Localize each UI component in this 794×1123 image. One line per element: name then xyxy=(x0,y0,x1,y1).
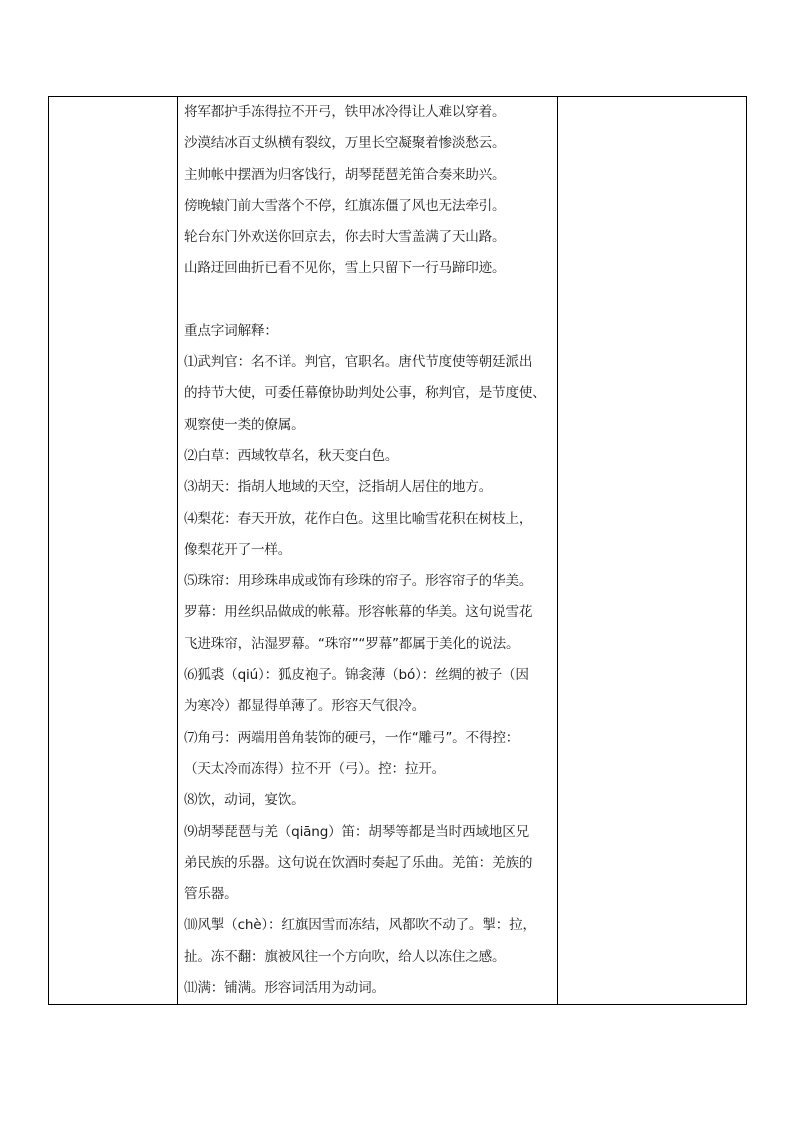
note-line: 为寒冷）都显得单薄了。形容天气很冷。 xyxy=(184,698,426,715)
content-cell xyxy=(178,97,558,1005)
note-line: 管乐器。 xyxy=(184,886,238,903)
translation-line: 山路迂回曲折已看不见你，雪上只留下一行马蹄印迹。 xyxy=(184,260,506,277)
translation-line: 将军都护手冻得拉不开弓，铁甲冰冷得让人难以穿着。 xyxy=(184,104,506,120)
note-line: 的持节大使，可委任幕僚协助判处公事，称判官，是节度使、 xyxy=(184,385,546,402)
note-line: ⑷梨花：春天开放，花作白色。这里比喻雪花积在树枝上， xyxy=(184,510,533,527)
note-line: 像梨花开了一样。 xyxy=(184,541,292,558)
note-line: 飞进珠帘，沾湿罗幕。“珠帘”“罗幕”都属于美化的说法。 xyxy=(184,635,520,652)
note-line: ⑴武判官：名不详。判官，官职名。唐代节度使等朝廷派出 xyxy=(184,354,533,371)
notes-heading: 重点字词解释： xyxy=(184,322,278,339)
note-line: ⑶胡天：指胡人地域的天空，泛指胡人居住的地方。 xyxy=(184,479,493,496)
note-line: 罗幕：用丝织品做成的帐幕。形容帐幕的华美。这句说雪花 xyxy=(184,604,533,621)
note-line: ⑸珠帘：用珍珠串成或饰有珍珠的帘子。形容帘子的华美。 xyxy=(184,573,533,590)
note-line: ⑺角弓：两端用兽角装饰的硬弓，一作“雕弓”。不得控： xyxy=(184,729,520,746)
note-line: （天太冷而冻得）拉不开（弓）。控：拉开。 xyxy=(184,760,446,777)
note-line: 扯。冻不翻：旗被风往一个方向吹，给人以冻住之感。 xyxy=(184,948,506,965)
content-table xyxy=(48,96,747,1005)
table-row xyxy=(49,97,747,1005)
content-text-block xyxy=(178,97,557,1004)
translation-line: 傍晚辕门前大雪落个不停，红旗冻僵了风也无法牵引。 xyxy=(184,197,506,214)
note-line: ⑹狐裘（qiú）：狐皮袍子。锦衾薄（bó）：丝绸的被子（因 xyxy=(184,667,529,684)
left-column-cell xyxy=(49,97,178,1005)
translation-line: 主帅帐中摆酒为归客饯行，胡琴琵琶羌笛合奏来助兴。 xyxy=(184,166,506,183)
note-line: ⑽风掣（chè）：红旗因雪而冻结，风都吹不动了。掣：拉， xyxy=(184,917,536,934)
right-column-cell xyxy=(558,97,747,1005)
translation-line: 轮台东门外欢送你回京去，你去时大雪盖满了天山路。 xyxy=(184,229,506,246)
note-line: ⑻饮，动词，宴饮。 xyxy=(184,792,305,809)
note-line: 观察使一类的僚属。 xyxy=(184,416,305,433)
translation-line: 沙漠结冰百丈纵横有裂纹，万里长空凝聚着惨淡愁云。 xyxy=(184,135,506,152)
spacer xyxy=(184,285,551,316)
note-line: ⑼胡琴琵琶与羌（qiāng）笛：胡琴等都是当时西域地区兄 xyxy=(184,823,530,840)
note-line: ⑵白草：西域牧草名，秋天变白色。 xyxy=(184,447,399,464)
note-line: ⑾满：铺满。形容词活用为动词。 xyxy=(184,980,385,997)
note-line: 弟民族的乐器。这句说在饮酒时奏起了乐曲。羌笛：羌族的 xyxy=(184,854,533,871)
